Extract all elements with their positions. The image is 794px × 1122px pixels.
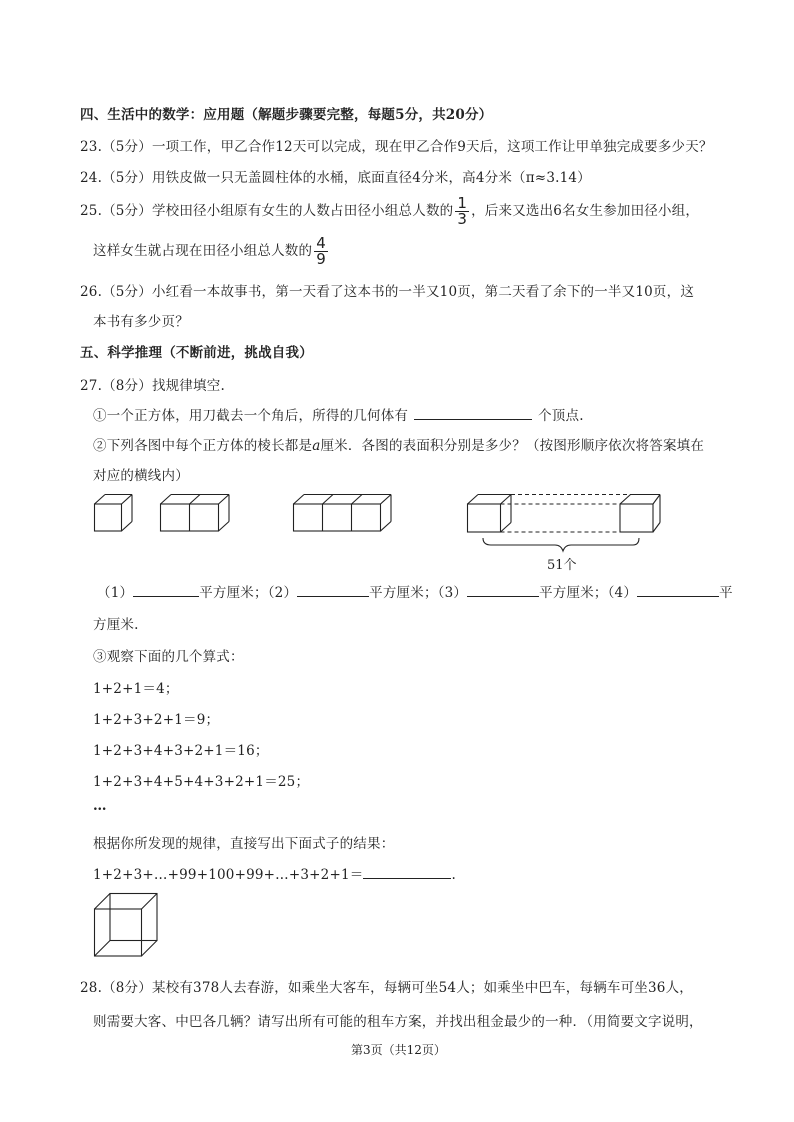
question-25-line1 [80, 196, 699, 227]
equation-1: 1+2+1＝4； [93, 681, 179, 697]
ellipsis: … [93, 798, 107, 814]
item-2-text-b: 厘米．各图的表面积分别是多少？（按图形顺序依次将答案填在 [320, 438, 705, 454]
question-26-line2: 本书有多少页？ [93, 314, 189, 330]
brace-label-51: 51个 [547, 558, 577, 573]
question-27-heading: 27.（8分）找规律填空. [80, 378, 225, 394]
final-equation-period: . [451, 867, 456, 883]
answer-4-unit-continued: 方厘米. [93, 617, 139, 633]
final-equation [93, 863, 456, 883]
answer-blank-3[interactable] [467, 584, 539, 597]
item-2-text-a: ②下列各图中每个正方体的棱长都是 [93, 438, 313, 454]
variable-a: a [312, 438, 321, 454]
question-26-line1: 26.（5分）小红看一本故事书，第一天看了这本书的一半又10页，第二天看了余下的一半又10页，这 [80, 284, 695, 300]
section-5-title: 五、科学推理（不断前进，挑战自我） [80, 345, 313, 361]
answer-1-label: （1） [97, 585, 134, 601]
question-27-item-2-line2: 对应的横线内） [93, 468, 189, 484]
item-1-text: ①一个正方体，用刀截去一个角后，所得的几何体有 [93, 408, 409, 424]
question-25-line2 [93, 236, 330, 267]
page-footer: 第3页（共12页） [351, 1043, 446, 1057]
question-25-text-a: 25.（5分）学校田径小组原有女生的人数占田径小组总人数的 [80, 203, 454, 219]
answer-1-unit: 平方厘米；（2） [199, 585, 298, 601]
large-cube-figure [94, 893, 160, 959]
answer-blank-2[interactable] [297, 584, 369, 597]
final-equation-text: 1+2+3+…+99+100+99+…+3+2+1＝ [93, 867, 364, 883]
fraction-numerator: 4 [316, 234, 326, 252]
item-1-suffix: 个顶点. [538, 408, 584, 424]
question-27-item-1 [93, 404, 584, 424]
question-28-line1: 28.（8分）某校有378人去春游，如乘坐大客车，每辆可坐54人；如乘坐中巴车，每辆车可坐36人， [80, 980, 693, 996]
answer-blank-1[interactable] [133, 584, 199, 597]
question-25-text-b: ，后来又选出6名女生参加田径小组， [471, 203, 700, 219]
figure-2-two-cubes [160, 494, 232, 532]
answer-2-unit: 平方厘米；（3） [369, 585, 468, 601]
answer-4-unit: 平 [719, 585, 733, 601]
question-23: 23.（5分）一项工作，甲乙合作12天可以完成，现在甲乙合作9天后，这项工作让甲单独完成要多少天？ [80, 139, 713, 155]
answer-3-unit: 平方厘米；（4） [539, 585, 638, 601]
equation-4: 1+2+3+4+5+4+3+2+1＝25； [93, 774, 310, 790]
rule-instruction: 根据你所发现的规律，直接写出下面式子的结果： [93, 836, 395, 852]
fraction-one-third [455, 196, 469, 227]
section-4-title: 四、生活中的数学：应用题（解题步骤要完整，每题5分，共20分） [80, 107, 493, 123]
question-27-item-3: ③观察下面的几个算式： [93, 649, 244, 665]
question-25-text-c: 这样女生就占现在田径小组总人数的 [93, 243, 313, 259]
question-28-line2: 则需要大客、中巴各几辆？请写出所有可能的租车方案，并找出租金最少的一种．（用简要文字说明， [93, 1014, 703, 1030]
fraction-four-ninths [314, 236, 328, 267]
answer-blank-4[interactable] [637, 584, 719, 597]
fraction-denominator: 3 [457, 210, 468, 228]
fraction-denominator: 9 [316, 250, 326, 268]
equation-3: 1+2+3+4+3+2+1＝16； [93, 743, 269, 759]
question-27-item-2-line1 [93, 434, 704, 454]
equation-2: 1+2+3+2+1＝9； [93, 712, 220, 728]
fraction-numerator: 1 [457, 194, 468, 212]
figure-1-single-cube [94, 494, 134, 532]
answer-blank-sum[interactable] [363, 866, 451, 879]
surface-area-answers-row [97, 581, 733, 601]
question-24: 24.（5分）用铁皮做一只无盖圆柱体的水桶，底面直径4分米，高4分米（π≈3.14） [80, 170, 591, 186]
figure-3-three-cubes [293, 494, 395, 532]
answer-blank-vertices[interactable] [414, 407, 532, 420]
